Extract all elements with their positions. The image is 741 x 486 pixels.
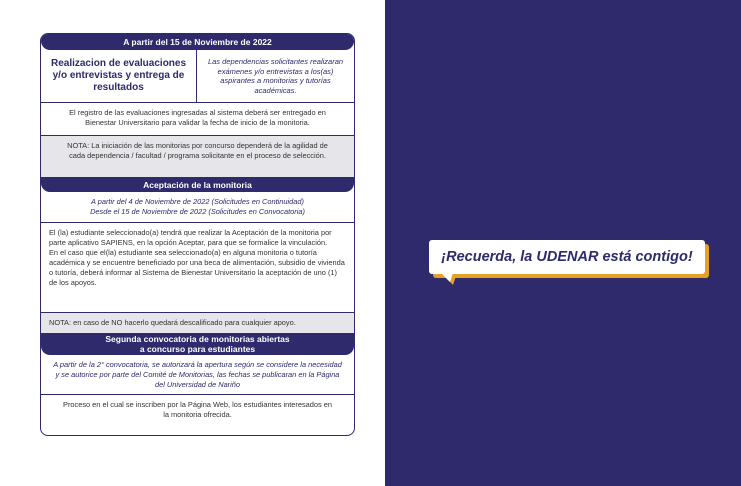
initiation-note: NOTA: La iniciación de las monitorias por concurso dependerá de la agilidad de cada dependencia / facultad / programa solicitante en el proceso de selección. [41,135,354,177]
section-header-second-call [41,333,354,355]
acceptance-date-call: Desde el 15 de Noviembre de 2022 (Solicitudes en Convocatoria) [90,207,305,216]
registration-note: El registro de las evaluaciones ingresadas al sistema deberá ser entregado en Bienestar Universitario para validar la fecha de inicio de la monitoria. [41,102,354,135]
second-call-title-line-1: Segunda convocatoria de monitorias abiertas [105,334,290,344]
callout-bubble [429,240,711,282]
disqualification-note: NOTA: en caso de NO hacerlo quedará descalificado para cualquier apoyo. [41,312,354,333]
schedule-card [40,33,355,436]
evaluation-row [41,50,354,102]
section-header-acceptance: Aceptación de la monitoria [41,177,354,192]
acceptance-paragraph-1: El (la) estudiante seleccionado(a) tendrá que realizar la Aceptación de la monitoria por parte aplicativo SAPIENS, en la opción Aceptar, para que se formalice la vinculación. [49,228,332,247]
acceptance-paragraph-2: En el caso que el(la) estudiante sea seleccionado(a) en alguna monitoria o tutoría académica y se encuentre beneficiado por una beca de alimentación, subsidio de vivienda o tutoría, deberá informar al Sistema de Bienestar Universitario la aceptación de uno (1) de los apoyos. [49,248,345,287]
section-header-evaluations: A partir del 15 de Noviembre de 2022 [41,34,354,50]
acceptance-date-continuity: A partir del 4 de Noviembre de 2022 (Solicitudes en Continuidad) [91,197,304,206]
evaluation-description: Las dependencias solicitantes realizaran exámenes y/o entrevistas a los(as) aspirantes a monitorias y tutorías académicas. [207,57,344,95]
callout-tail [441,273,453,282]
acceptance-dates [41,192,354,222]
web-registration-note: Proceso en el cual se inscriben por la Página Web, los estudiantes interesados en la monitoria ofrecida. [41,394,354,429]
second-call-title-line-2: a concurso para estudiantes [139,344,256,354]
evaluation-title: Realizacion de evaluaciones y/o entrevistas y entrega de resultados [41,50,197,102]
acceptance-instructions [41,222,354,312]
second-call-description: A partir de la 2° convocatoria, se autorizará la apertura según se considere la necesidad y se autorice por parte del Comité de Monitorias, las fechas se publicaran en la Página del Universidad de Nariño [53,360,342,389]
callout-text: ¡Recuerda, la UDENAR está contigo! [429,240,705,274]
